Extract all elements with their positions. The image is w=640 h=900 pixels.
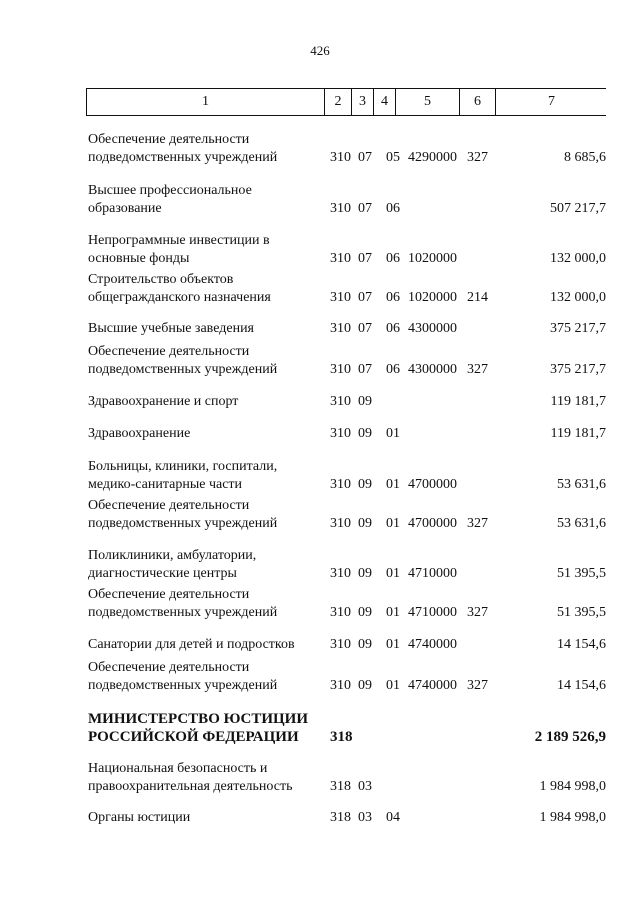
row-name-line: Здравоохранение	[88, 426, 191, 441]
row-name	[88, 809, 328, 827]
header-col-4: 4	[374, 89, 396, 115]
header-col-5: 5	[396, 89, 460, 115]
row-code-c3: 09	[358, 605, 372, 620]
row-code-c2: 318	[330, 810, 351, 825]
row-name	[88, 320, 328, 338]
row-name-line: Национальная безопасность и	[88, 761, 268, 776]
header-col-6: 6	[460, 89, 496, 115]
row-name-line: подведомственных учреждений	[88, 678, 278, 693]
row-code-c3: 07	[358, 150, 372, 165]
row-code-c6: 327	[467, 516, 488, 531]
row-code-c2: 310	[330, 201, 351, 216]
row-name-line: Непрограммные инвестиции в	[88, 233, 270, 248]
row-name	[88, 343, 328, 379]
row-code-c6: 327	[467, 605, 488, 620]
row-code-c6: 327	[467, 678, 488, 693]
row-code-c5: 4740000	[408, 637, 457, 652]
row-code-c3: 09	[358, 516, 372, 531]
row-name	[88, 232, 328, 268]
row-amount: 51 395,5	[557, 605, 606, 620]
row-amount: 14 154,6	[557, 637, 606, 652]
row-name	[88, 586, 328, 622]
row-name-line: МИНИСТЕРСТВО ЮСТИЦИИ	[88, 711, 309, 727]
row-name-line: Обеспечение деятельности	[88, 660, 250, 675]
row-name	[88, 760, 328, 796]
page-number: 426	[310, 43, 330, 58]
row-name-line: РОССИЙСКОЙ ФЕДЕРАЦИИ	[88, 729, 299, 745]
table-header	[86, 88, 606, 116]
row-name	[88, 636, 328, 654]
row-code-c4: 04	[386, 810, 400, 825]
row-code-c4: 06	[386, 290, 400, 305]
row-code-c3: 07	[358, 251, 372, 266]
row-code-c2: 310	[330, 426, 351, 441]
row-code-c4: 06	[386, 251, 400, 266]
row-code-c5: 4300000	[408, 321, 457, 336]
header-col-2: 2	[325, 89, 352, 115]
row-name-line: Обеспечение деятельности	[88, 587, 250, 602]
row-code-c4: 01	[386, 566, 400, 581]
row-code-c4: 06	[386, 201, 400, 216]
row-code-c5: 4290000	[408, 150, 457, 165]
row-code-c5: 4710000	[408, 605, 457, 620]
row-code-c4: 01	[386, 637, 400, 652]
header-col-7: 7	[548, 94, 555, 109]
row-name	[88, 497, 328, 533]
row-code-c6: 327	[467, 362, 488, 377]
row-code-c6: 214	[467, 290, 488, 305]
row-amount: 1 984 998,0	[539, 779, 606, 794]
row-code-c4: 05	[386, 150, 400, 165]
row-name-line: Санатории для детей и подростков	[88, 637, 295, 652]
row-name-line: Поликлиники, амбулатории,	[88, 548, 257, 563]
row-code-c6: 327	[467, 150, 488, 165]
row-name	[88, 182, 328, 218]
row-code-c5: 4300000	[408, 362, 457, 377]
row-name-line: Больницы, клиники, госпитали,	[88, 459, 278, 474]
row-name-line: подведомственных учреждений	[88, 605, 278, 620]
row-code-c2: 310	[330, 566, 351, 581]
row-name-line: Органы юстиции	[88, 810, 191, 825]
row-code-c2: 318	[330, 779, 351, 794]
row-code-c3: 09	[358, 477, 372, 492]
row-code-c5: 1020000	[408, 251, 457, 266]
row-name-line: Обеспечение деятельности	[88, 498, 250, 513]
row-name	[88, 425, 328, 443]
row-code-c3: 09	[358, 678, 372, 693]
row-code-c5: 4740000	[408, 678, 457, 693]
row-name-line: Здравоохранение и спорт	[88, 394, 239, 409]
row-code-c5: 1020000	[408, 290, 457, 305]
row-name-line: диагностические центры	[88, 566, 237, 581]
row-code-c3: 07	[358, 362, 372, 377]
row-name-line: основные фонды	[88, 251, 190, 266]
row-amount: 375 217,7	[550, 362, 606, 377]
row-code-c5: 4710000	[408, 566, 457, 581]
row-amount: 8 685,6	[564, 150, 606, 165]
row-code-c3: 07	[358, 321, 372, 336]
row-amount: 119 181,7	[550, 394, 606, 409]
row-code-c3: 03	[358, 810, 372, 825]
row-amount: 2 189 526,9	[534, 729, 606, 745]
row-code-c2: 310	[330, 251, 351, 266]
row-code-c4: 01	[386, 477, 400, 492]
row-name-line: Высшее профессиональное	[88, 183, 252, 198]
row-code-c2: 310	[330, 362, 351, 377]
row-name	[88, 710, 328, 746]
row-code-c3: 03	[358, 779, 372, 794]
row-code-c5: 4700000	[408, 477, 457, 492]
row-name-line: общегражданского назначения	[88, 290, 271, 305]
row-code-c3: 09	[358, 394, 372, 409]
row-name-line: Обеспечение деятельности	[88, 344, 250, 359]
row-code-c2: 310	[330, 516, 351, 531]
row-code-c4: 01	[386, 426, 400, 441]
row-name-line: правоохранительная деятельность	[88, 779, 293, 794]
row-code-c4: 01	[386, 678, 400, 693]
row-code-c3: 09	[358, 426, 372, 441]
row-name-line: подведомственных учреждений	[88, 516, 278, 531]
row-code-c2: 318	[330, 729, 353, 745]
row-name-line: Высшие учебные заведения	[88, 321, 254, 336]
row-code-c4: 01	[386, 516, 400, 531]
row-amount: 51 395,5	[557, 566, 606, 581]
row-name-line: Строительство объектов	[88, 272, 234, 287]
row-code-c2: 310	[330, 637, 351, 652]
row-code-c4: 06	[386, 321, 400, 336]
row-amount: 119 181,7	[550, 426, 606, 441]
row-code-c3: 07	[358, 201, 372, 216]
row-amount: 375 217,7	[550, 321, 606, 336]
row-code-c2: 310	[330, 321, 351, 336]
row-name-line: образование	[88, 201, 162, 216]
row-name-line: медико-санитарные части	[88, 477, 243, 492]
row-code-c5: 4700000	[408, 516, 457, 531]
row-amount: 53 631,6	[557, 477, 606, 492]
row-name-line: подведомственных учреждений	[88, 362, 278, 377]
row-code-c3: 09	[358, 566, 372, 581]
row-name	[88, 131, 328, 167]
row-amount: 14 154,6	[557, 678, 606, 693]
row-code-c2: 310	[330, 290, 351, 305]
row-code-c4: 06	[386, 362, 400, 377]
row-name	[88, 271, 328, 307]
row-name	[88, 547, 328, 583]
row-code-c2: 310	[330, 150, 351, 165]
row-amount: 1 984 998,0	[539, 810, 606, 825]
header-col-3: 3	[352, 89, 374, 115]
row-name-line: подведомственных учреждений	[88, 150, 278, 165]
row-amount: 507 217,7	[550, 201, 606, 216]
row-code-c2: 310	[330, 394, 351, 409]
row-name	[88, 393, 328, 411]
row-name-line: Обеспечение деятельности	[88, 132, 250, 147]
row-code-c3: 09	[358, 637, 372, 652]
row-amount: 132 000,0	[550, 290, 606, 305]
row-code-c3: 07	[358, 290, 372, 305]
row-code-c2: 310	[330, 605, 351, 620]
header-col-1: 1	[87, 89, 325, 115]
row-code-c2: 310	[330, 678, 351, 693]
row-code-c4: 01	[386, 605, 400, 620]
row-amount: 132 000,0	[550, 251, 606, 266]
row-code-c2: 310	[330, 477, 351, 492]
row-amount: 53 631,6	[557, 516, 606, 531]
row-name	[88, 458, 328, 494]
row-name	[88, 659, 328, 695]
